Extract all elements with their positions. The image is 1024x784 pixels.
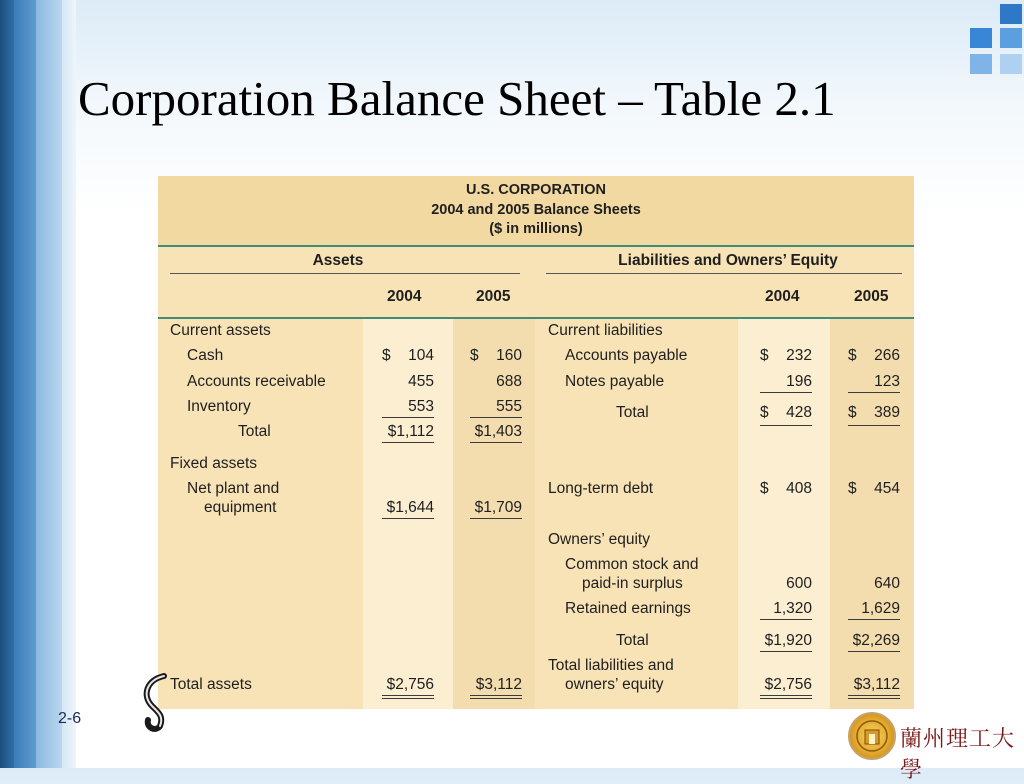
dollar-sign: $ <box>760 480 769 497</box>
decor-square <box>1000 28 1022 48</box>
dollar-sign: $ <box>382 347 391 364</box>
row-label: Common stock and <box>565 556 699 573</box>
cell-value: 553 <box>408 398 434 415</box>
cell-value: 428 <box>786 404 812 421</box>
cell-value: 389 <box>874 404 900 421</box>
underline <box>848 619 900 620</box>
cell-value: $3,112 <box>475 676 522 693</box>
header-rule <box>158 317 914 319</box>
row-label: Cash <box>187 347 224 364</box>
decor-square <box>970 28 992 48</box>
underline <box>382 442 434 443</box>
row-label: Inventory <box>187 398 251 415</box>
cell-value: 1,320 <box>773 600 812 617</box>
cell-value: 160 <box>496 347 522 364</box>
university-name: 蘭州理工大學 <box>900 727 1016 783</box>
dollar-sign: $ <box>470 347 479 364</box>
group-rule <box>546 273 902 274</box>
cell-value: 408 <box>786 480 812 497</box>
underline <box>470 518 522 519</box>
underline <box>760 619 812 620</box>
row-label: Fixed assets <box>170 455 258 472</box>
decor-square <box>1000 54 1022 74</box>
cell-value: $1,644 <box>386 499 434 516</box>
underline <box>382 417 434 418</box>
page-number: 2-6 <box>58 710 82 727</box>
col-header-2004: 2004 <box>387 288 422 305</box>
row-label: Retained earnings <box>565 600 691 617</box>
row-label: Owners’ equity <box>548 531 650 548</box>
cell-value: $1,112 <box>387 423 434 440</box>
row-label: owners’ equity <box>565 676 664 693</box>
row-label: Total liabilities and <box>548 657 674 674</box>
underline <box>760 392 812 393</box>
cell-value: $1,403 <box>474 423 522 440</box>
row-label: Current liabilities <box>548 322 663 339</box>
underline <box>848 651 900 652</box>
underline <box>760 651 812 652</box>
university-seal-icon <box>848 712 896 760</box>
cell-value: 196 <box>786 373 812 390</box>
balance-sheet-table <box>158 176 914 709</box>
decor-square <box>1000 4 1022 24</box>
dollar-sign: $ <box>760 404 769 421</box>
cell-value: 454 <box>874 480 900 497</box>
table-subtitle: 2004 and 2005 Balance Sheets <box>431 202 641 218</box>
underline <box>382 518 434 519</box>
cell-value: $2,269 <box>852 632 900 649</box>
decor-stripe <box>62 0 76 768</box>
cell-value: $3,112 <box>853 676 900 693</box>
underline <box>760 425 812 426</box>
cell-value: 232 <box>786 347 812 364</box>
row-label: paid-in surplus <box>582 575 683 592</box>
row-label: Current assets <box>170 322 271 339</box>
row-label: Total <box>616 632 649 649</box>
underline <box>848 392 900 393</box>
row-label: Net plant and <box>187 480 280 497</box>
scroll-ornament-icon <box>138 672 174 732</box>
cell-value: 455 <box>408 373 434 390</box>
col-header-2005: 2005 <box>476 288 511 305</box>
dollar-sign: $ <box>848 404 857 421</box>
dollar-sign: $ <box>848 347 857 364</box>
row-label: Total <box>238 423 271 440</box>
cell-value: $2,756 <box>386 676 434 693</box>
dollar-sign: $ <box>848 480 857 497</box>
underline <box>470 417 522 418</box>
decor-stripe <box>0 0 14 768</box>
table-units: ($ in millions) <box>489 221 583 237</box>
col-header-2004: 2004 <box>765 288 800 305</box>
cell-value: 688 <box>496 373 522 390</box>
double-underline <box>382 695 434 699</box>
row-label: Notes payable <box>565 373 665 390</box>
row-label: Total assets <box>170 676 252 693</box>
row-label: Long-term debt <box>548 480 654 497</box>
dollar-sign: $ <box>760 347 769 364</box>
cell-value: 640 <box>874 575 900 592</box>
decor-stripe <box>36 0 62 768</box>
row-label: Total <box>616 404 649 421</box>
double-underline <box>470 695 522 699</box>
cell-value: $1,920 <box>764 632 812 649</box>
cell-value: 104 <box>408 347 434 364</box>
decor-stripe <box>14 0 36 768</box>
row-label: Accounts payable <box>565 347 688 364</box>
col-header-2005: 2005 <box>854 288 889 305</box>
underline <box>470 442 522 443</box>
row-label: Accounts receivable <box>187 373 326 390</box>
liabilities-header: Liabilities and Owners’ Equity <box>618 252 838 269</box>
row-label: equipment <box>204 499 277 516</box>
underline <box>848 425 900 426</box>
cell-value: 266 <box>874 347 900 364</box>
cell-value: 123 <box>874 373 900 390</box>
cell-value: $2,756 <box>764 676 812 693</box>
cell-value: $1,709 <box>474 499 522 516</box>
group-rule <box>170 273 520 274</box>
cell-value: 1,629 <box>861 600 900 617</box>
double-underline <box>760 695 812 699</box>
slide-title: Corporation Balance Sheet – Table 2.1 <box>78 71 836 126</box>
cell-value: 600 <box>786 575 812 592</box>
assets-header: Assets <box>312 252 364 269</box>
cell-value: 555 <box>496 398 522 415</box>
double-underline <box>848 695 900 699</box>
header-rule <box>158 245 914 247</box>
table-company: U.S. CORPORATION <box>466 182 606 198</box>
